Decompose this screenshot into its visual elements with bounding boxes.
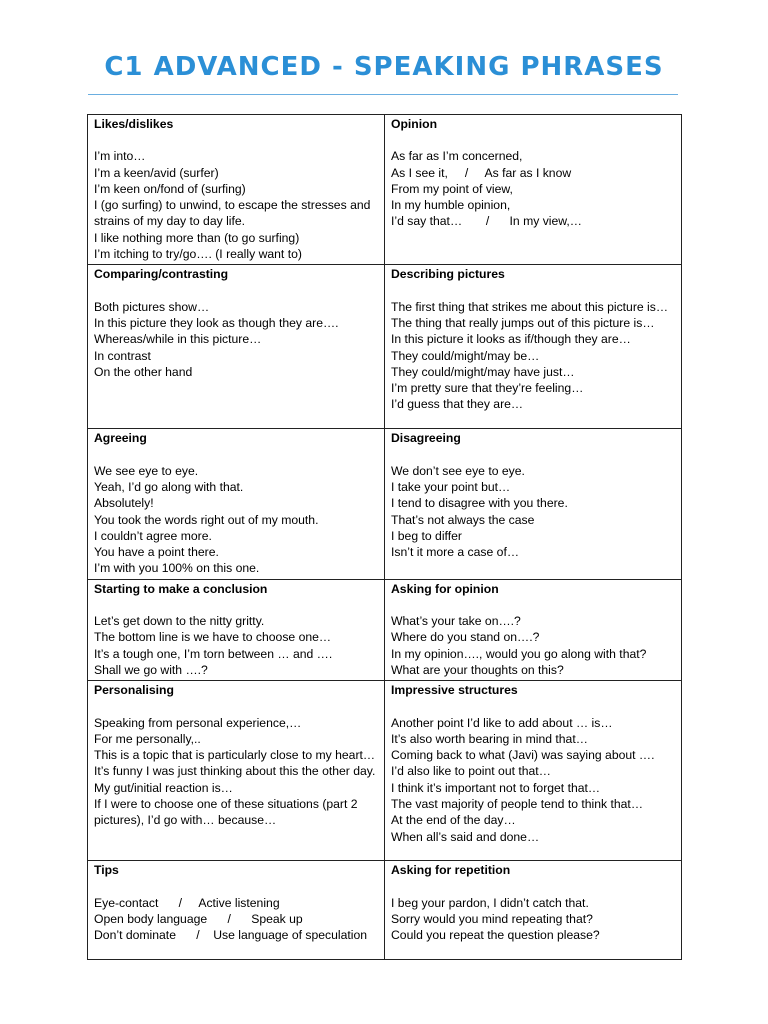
section-heading: Asking for repetition bbox=[391, 863, 511, 878]
phrase-line: Coming back to what (Javi) was saying about …. bbox=[391, 748, 655, 763]
phrase-line: The bottom line is we have to choose one… bbox=[94, 630, 332, 645]
phrase-line: It’s a tough one, I’m torn between … and …. bbox=[94, 646, 333, 661]
section-heading: Agreeing bbox=[94, 431, 147, 446]
phrase-line: Absolutely! bbox=[94, 496, 154, 511]
phrase-line: I’d guess that they are… bbox=[391, 397, 524, 412]
heading-spacer bbox=[391, 597, 675, 613]
phrase-line: Another point I’d like to add about … is… bbox=[391, 715, 613, 730]
section-heading: Asking for opinion bbox=[391, 581, 499, 596]
phrase-line: Shall we go with ….? bbox=[94, 662, 208, 677]
phrase-line: They could/might/may have just… bbox=[391, 364, 575, 379]
phrase-line: Yeah, I’d go along with that. bbox=[94, 479, 244, 494]
phrase-cell-right bbox=[385, 115, 682, 265]
phrase-line: Whereas/while in this picture… bbox=[94, 332, 262, 347]
table-row bbox=[88, 265, 682, 429]
phrase-line: I take your point but… bbox=[391, 479, 511, 494]
heading-spacer bbox=[94, 597, 378, 613]
phrase-line: It’s funny I was just thinking about this the other day. bbox=[94, 764, 376, 779]
section-heading: Impressive structures bbox=[391, 683, 518, 698]
heading-spacer bbox=[94, 283, 378, 299]
section-heading: Personalising bbox=[94, 683, 174, 698]
phrase-line: What’s your take on….? bbox=[391, 614, 521, 629]
phrase-line: I’m into… bbox=[94, 149, 146, 164]
heading-spacer bbox=[94, 879, 378, 895]
phrase-line: I tend to disagree with you there. bbox=[391, 496, 568, 511]
phrase-cell-left bbox=[88, 579, 385, 680]
phrase-cell-left bbox=[88, 861, 385, 960]
phrase-line: What are your thoughts on this? bbox=[391, 662, 564, 677]
phrase-cell-left bbox=[88, 115, 385, 265]
phrase-cell-right bbox=[385, 579, 682, 680]
phrase-line: I (go surfing) to unwind, to escape the stresses and strains of my day to day life. bbox=[94, 198, 374, 229]
phrase-line: In contrast bbox=[94, 348, 151, 363]
table-row bbox=[88, 681, 682, 861]
phrase-line: As far as I’m concerned, bbox=[391, 149, 523, 164]
phrase-cell-left bbox=[88, 681, 385, 861]
section-heading: Likes/dislikes bbox=[94, 117, 174, 131]
phrase-line: Open body language / Speak up bbox=[94, 911, 303, 926]
phrase-line: For me personally,.. bbox=[94, 731, 201, 746]
section-heading: Opinion bbox=[391, 117, 438, 131]
phrase-line: If I were to choose one of these situations (part 2 pictures), I’d go with… because… bbox=[94, 797, 361, 828]
heading-spacer bbox=[391, 699, 675, 715]
phrase-line: Let’s get down to the nitty gritty. bbox=[94, 614, 265, 629]
phrase-line: My gut/initial reaction is… bbox=[94, 780, 233, 795]
phrase-line: I beg to differ bbox=[391, 528, 462, 543]
phrase-line: You took the words right out of my mouth. bbox=[94, 512, 319, 527]
phrase-line: Both pictures show… bbox=[94, 299, 210, 314]
phrase-line: Where do you stand on….? bbox=[391, 630, 540, 645]
phrase-line: When all’s said and done… bbox=[391, 829, 540, 844]
section-heading: Starting to make a conclusion bbox=[94, 581, 268, 596]
phrase-line: I like nothing more than (to go surfing) bbox=[94, 230, 300, 245]
phrase-cell-right bbox=[385, 681, 682, 861]
phrase-line: I’d say that… / In my view,… bbox=[391, 214, 582, 229]
phrase-cell-left bbox=[88, 429, 385, 579]
phrase-line: As I see it, / As far as I know bbox=[391, 165, 572, 180]
phrase-line: You have a point there. bbox=[94, 545, 219, 560]
table-row bbox=[88, 115, 682, 265]
phrase-line: Eye-contact / Active listening bbox=[94, 895, 280, 910]
phrase-line: I’m keen on/fond of (surfing) bbox=[94, 181, 246, 196]
section-heading: Tips bbox=[94, 863, 119, 878]
phrase-line: Could you repeat the question please? bbox=[391, 928, 600, 943]
phrase-line: We don’t see eye to eye. bbox=[391, 463, 525, 478]
table-row bbox=[88, 579, 682, 680]
phrase-line: We see eye to eye. bbox=[94, 463, 199, 478]
phrase-line: Isn’t it more a case of… bbox=[391, 545, 520, 560]
heading-spacer bbox=[391, 132, 675, 148]
phrase-line: I think it’s important not to forget that… bbox=[391, 780, 601, 795]
table-row bbox=[88, 429, 682, 579]
phrase-line: From my point of view, bbox=[391, 181, 513, 196]
phrase-line: At the end of the day… bbox=[391, 813, 516, 828]
phrase-line: Don’t dominate / Use language of speculation bbox=[94, 928, 368, 943]
phrase-cell-right bbox=[385, 429, 682, 579]
phrase-line: The thing that really jumps out of this picture is… bbox=[391, 315, 655, 330]
phrase-cell-right bbox=[385, 861, 682, 960]
phrase-line: On the other hand bbox=[94, 364, 193, 379]
phrase-line: In this picture they look as though they are…. bbox=[94, 315, 339, 330]
heading-spacer bbox=[94, 699, 378, 715]
page-title: C1 ADVANCED - SPEAKING PHRASES bbox=[104, 52, 664, 82]
phrases-table bbox=[87, 114, 682, 960]
phrase-cell-right bbox=[385, 265, 682, 429]
heading-spacer bbox=[391, 283, 675, 299]
phrase-line: In my opinion…., would you go along with that? bbox=[391, 646, 647, 661]
section-heading: Describing pictures bbox=[391, 267, 505, 282]
phrase-line: That’s not always the case bbox=[391, 512, 535, 527]
phrase-line: In my humble opinion, bbox=[391, 198, 511, 213]
section-heading: Disagreeing bbox=[391, 431, 461, 446]
phrase-line: I’m pretty sure that they’re feeling… bbox=[391, 381, 584, 396]
phrase-line: I’m a keen/avid (surfer) bbox=[94, 165, 219, 180]
phrase-line: The vast majority of people tend to think that… bbox=[391, 797, 644, 812]
section-heading: Comparing/contrasting bbox=[94, 267, 229, 282]
phrase-cell-left bbox=[88, 265, 385, 429]
heading-spacer bbox=[391, 879, 675, 895]
phrase-line: I couldn’t agree more. bbox=[94, 528, 212, 543]
table-row bbox=[88, 861, 682, 960]
heading-spacer bbox=[94, 447, 378, 463]
heading-spacer bbox=[391, 447, 675, 463]
phrase-line: I’m with you 100% on this one. bbox=[94, 561, 260, 576]
phrase-line: They could/might/may be… bbox=[391, 348, 540, 363]
heading-spacer bbox=[94, 132, 378, 148]
phrase-line: I’m itching to try/go…. (I really want to) bbox=[94, 247, 302, 262]
phrase-line: I’d also like to point out that… bbox=[391, 764, 551, 779]
phrase-line: Sorry would you mind repeating that? bbox=[391, 911, 593, 926]
phrase-line: I beg your pardon, I didn’t catch that. bbox=[391, 895, 589, 910]
title-divider bbox=[88, 94, 678, 95]
phrase-line: The first thing that strikes me about this picture is… bbox=[391, 299, 669, 314]
phrase-line: It’s also worth bearing in mind that… bbox=[391, 731, 588, 746]
phrase-line: Speaking from personal experience,… bbox=[94, 715, 302, 730]
phrase-line: This is a topic that is particularly close to my heart… bbox=[94, 748, 376, 763]
phrase-line: In this picture it looks as if/though they are… bbox=[391, 332, 631, 347]
